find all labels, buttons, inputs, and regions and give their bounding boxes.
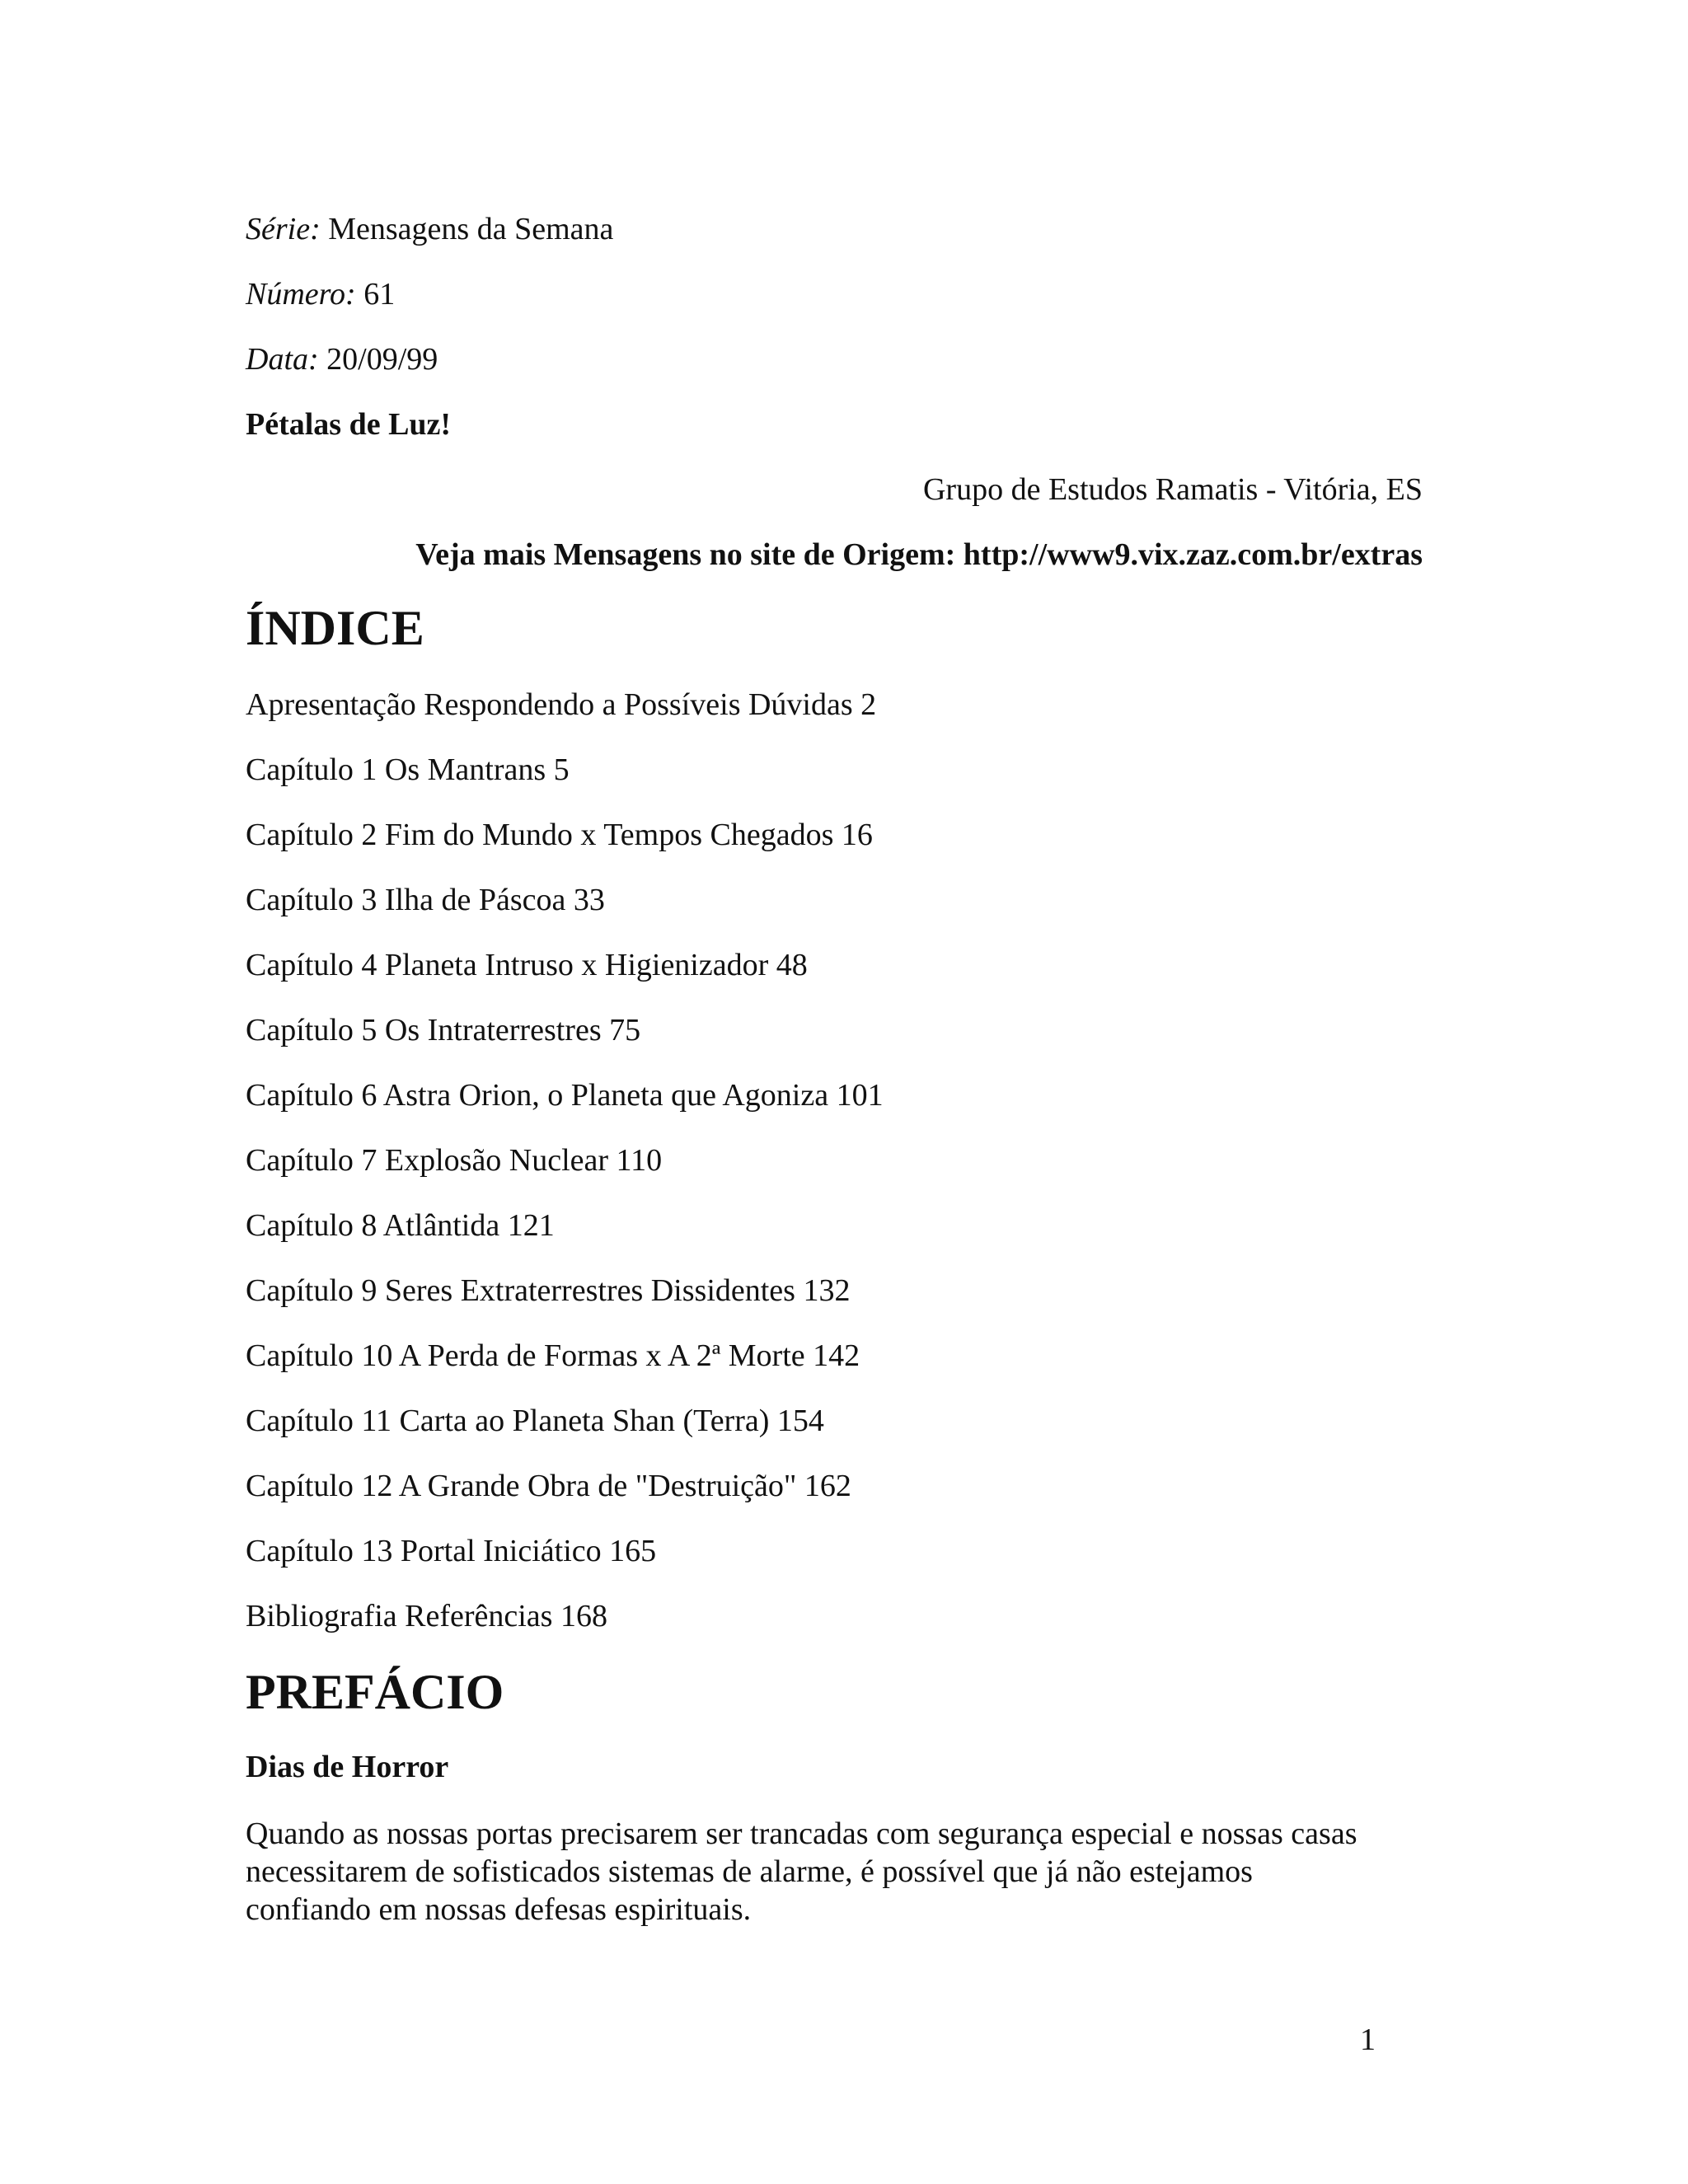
numero-label: Número: — [246, 277, 356, 312]
numero-value: 61 — [363, 277, 396, 312]
paragraph-line: necessitarem de sofisticados sistemas de alarme, é possível que já não estejamos — [246, 1854, 1253, 1889]
toc-item: Capítulo 12 A Grande Obra de "Destruição" 162 — [246, 1469, 851, 1503]
paragraph-line: confiando em nossas defesas espirituais. — [246, 1892, 752, 1927]
toc-item: Capítulo 2 Fim do Mundo x Tempos Chegados 16 — [246, 818, 873, 852]
toc-item: Capítulo 8 Atlântida 121 — [246, 1208, 555, 1243]
toc-item: Capítulo 4 Planeta Intruso x Higienizador 48 — [246, 948, 808, 982]
data-line — [246, 340, 438, 378]
serie-value: Mensagens da Semana — [328, 212, 614, 246]
serie-label: Série: — [246, 212, 321, 246]
paragraph-line: Quando as nossas portas precisarem ser trancadas com segurança especial e nossas casas — [246, 1816, 1357, 1851]
toc-item: Capítulo 7 Explosão Nuclear 110 — [246, 1143, 663, 1178]
toc-item: Capítulo 1 Os Mantrans 5 — [246, 752, 570, 787]
toc-item: Capítulo 3 Ilha de Páscoa 33 — [246, 883, 605, 917]
data-label: Data: — [246, 342, 319, 377]
group-line: Grupo de Estudos Ramatis - Vitória, ES — [922, 472, 1423, 507]
page-number: 1 — [1360, 2022, 1376, 2057]
toc-item: Capítulo 9 Seres Extraterrestres Dissidentes 132 — [246, 1273, 851, 1308]
toc-item: Capítulo 5 Os Intraterrestres 75 — [246, 1013, 641, 1047]
toc-item: Capítulo 13 Portal Iniciático 165 — [246, 1534, 657, 1568]
document-title: Pétalas de Luz! — [246, 407, 452, 442]
prefacio-subheading: Dias de Horror — [246, 1750, 449, 1784]
toc-item: Capítulo 10 A Perda de Formas x A 2ª Morte 142 — [246, 1338, 860, 1373]
numero-line — [246, 275, 395, 313]
data-value: 20/09/99 — [326, 342, 438, 377]
serie-line — [246, 210, 613, 248]
toc-item: Bibliografia Referências 168 — [246, 1599, 607, 1633]
toc-item: Apresentação Respondendo a Possíveis Dúvidas 2 — [246, 687, 877, 722]
toc-item: Capítulo 11 Carta ao Planeta Shan (Terra) 154 — [246, 1404, 824, 1438]
indice-heading: ÍNDICE — [246, 601, 424, 655]
site-line: Veja mais Mensagens no site de Origem: http://www9.vix.zaz.com.br/extras — [415, 537, 1423, 572]
toc-item: Capítulo 6 Astra Orion, o Planeta que Agoniza 101 — [246, 1078, 884, 1113]
prefacio-heading: PREFÁCIO — [246, 1665, 504, 1719]
